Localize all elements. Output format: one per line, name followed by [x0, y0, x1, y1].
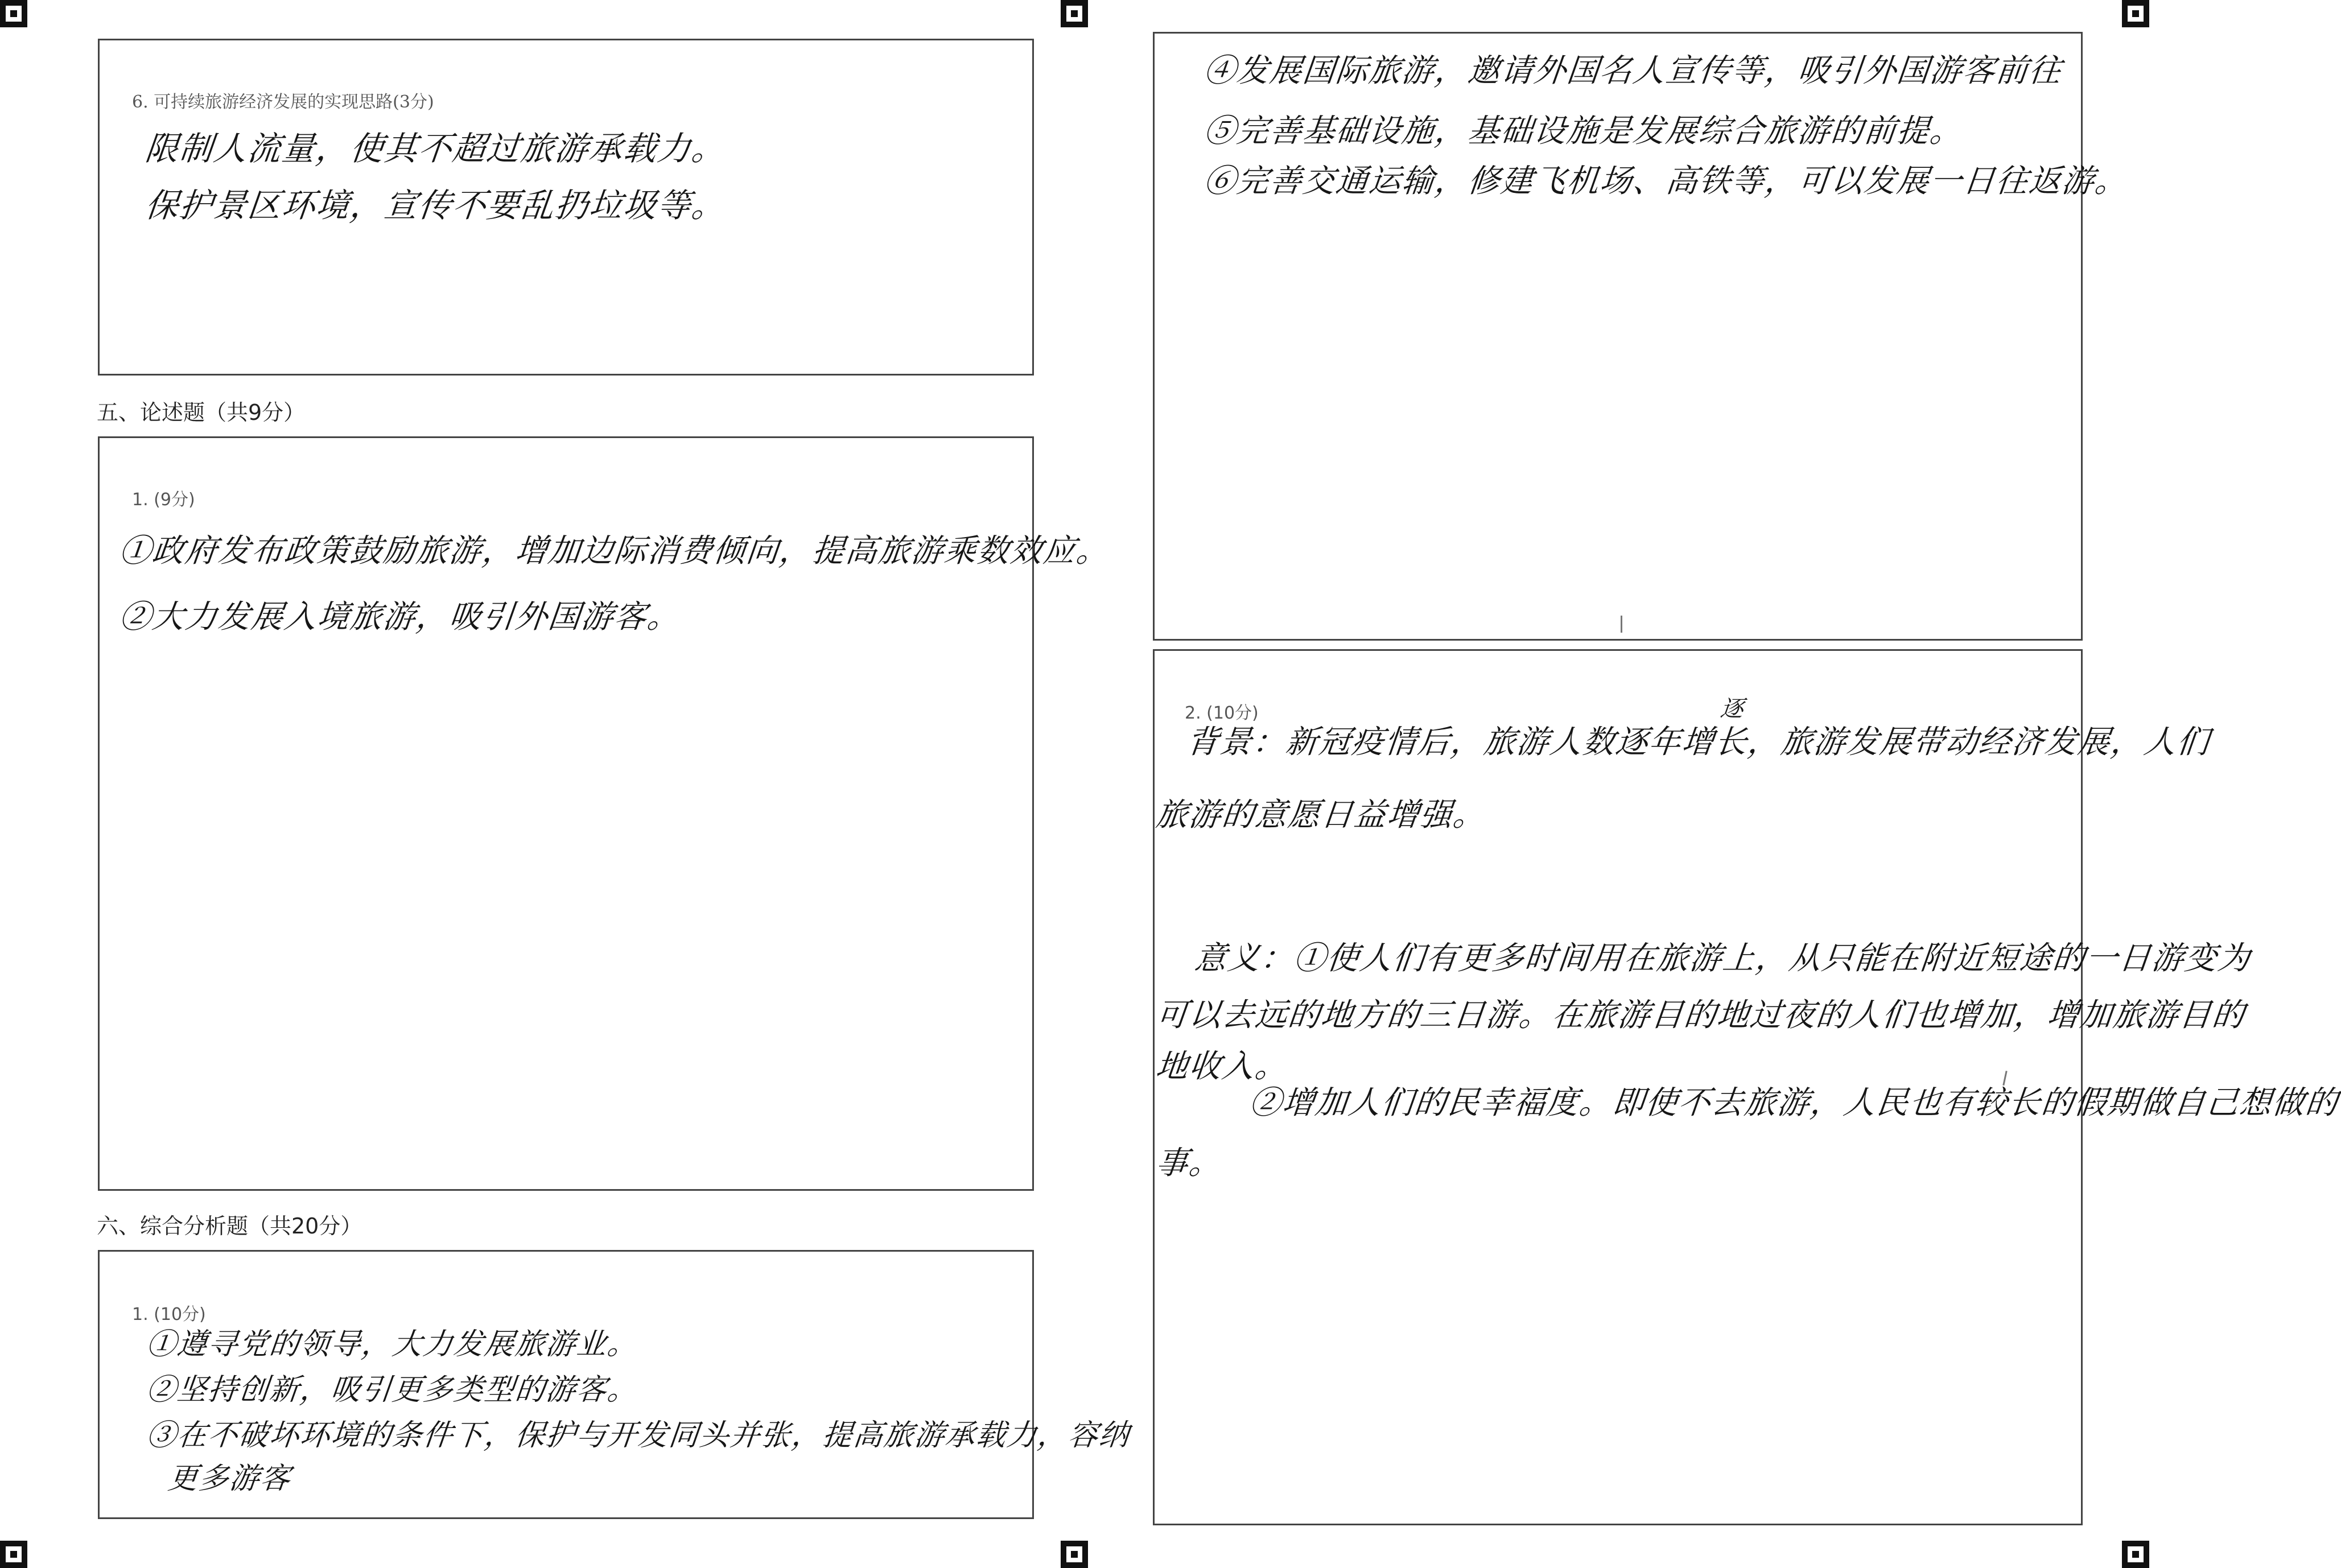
handwritten-answer-line: ②增加人们的民幸福度。即使不去旅游，人民也有较长的假期做自己想做的: [1247, 1084, 2340, 1121]
handwritten-answer-line: 可以去远的地方的三日游。在旅游目的地过夜的人们也增加，增加旅游目的: [1154, 997, 2247, 1034]
corner-marker-top-right: [2122, 0, 2149, 27]
handwritten-answer-line: 事。: [1154, 1145, 1224, 1182]
handwritten-answer-line: ⑥完善交通运输，修建飞机场、高铁等，可以发展一日往返游。: [1202, 163, 2130, 200]
center-marker-bottom: [1061, 1541, 1088, 1568]
handwritten-answer-line: 意义：①使人们有更多时间用在旅游上，从只能在附近短途的一日游变为: [1193, 940, 2253, 977]
marker-dot: [10, 1551, 17, 1558]
handwritten-answer-line: ③在不破坏环境的条件下，保护与开发同头并张，提高旅游承载力，容纳: [145, 1418, 1132, 1453]
corner-marker-bottom-left: [0, 1541, 27, 1568]
corner-marker-bottom-right: [2122, 1541, 2149, 1568]
marker-dot: [1071, 1551, 1078, 1558]
handwritten-answer-line: ①政府发布政策鼓励旅游，增加边际消费倾向，提高旅游乘数效应。: [117, 533, 1111, 570]
section-title: 五、论述题（共9分）: [97, 400, 306, 425]
marker-dot: [10, 10, 17, 17]
corner-marker-top-left: [0, 0, 27, 27]
handwritten-answer-line: ②坚持创新，吸引更多类型的游客。: [145, 1373, 640, 1407]
stray-mark: [1621, 616, 1622, 633]
handwritten-answer-line: ②大力发展入境旅游，吸引外国游客。: [117, 599, 682, 636]
center-marker-top: [1061, 0, 1088, 27]
handwritten-answer-line: ④发展国际旅游，邀请外国名人宣传等，吸引外国游客前往: [1202, 52, 2064, 89]
handwritten-insertion-mark: 逐: [1719, 696, 1746, 722]
question-label: 1. (9分): [132, 490, 195, 510]
handwritten-answer-line: 更多游客: [166, 1462, 293, 1496]
handwritten-answer-line: ⑤完善基础设施，基础设施是发展综合旅游的前提。: [1202, 113, 1965, 150]
handwritten-answer-line: 保护景区环境，宣传不要乱扔垃圾等。: [143, 186, 728, 225]
question-label: 2. (10分): [1185, 703, 1259, 723]
handwritten-answer-line: 背景：新冠疫情后，旅游人数逐年增长，旅游发展带动经济发展，人们: [1185, 724, 2212, 761]
marker-dot: [2132, 10, 2139, 17]
handwritten-answer-line: 地收入。: [1154, 1048, 1290, 1085]
section-title: 六、综合分析题（共20分）: [97, 1214, 362, 1239]
handwritten-answer-line: 旅游的意愿日益增强。: [1154, 797, 1488, 833]
question-label: 6. 可持续旅游经济发展的实现思路(3分): [132, 92, 434, 112]
marker-dot: [2132, 1551, 2139, 1558]
handwritten-answer-line: ①遵寻党的领导，大力发展旅游业。: [145, 1327, 640, 1361]
marker-dot: [1071, 10, 1078, 17]
handwritten-answer-line: 限制人流量，使其不超过旅游承载力。: [143, 129, 728, 168]
question-label: 1. (10分): [132, 1305, 206, 1324]
